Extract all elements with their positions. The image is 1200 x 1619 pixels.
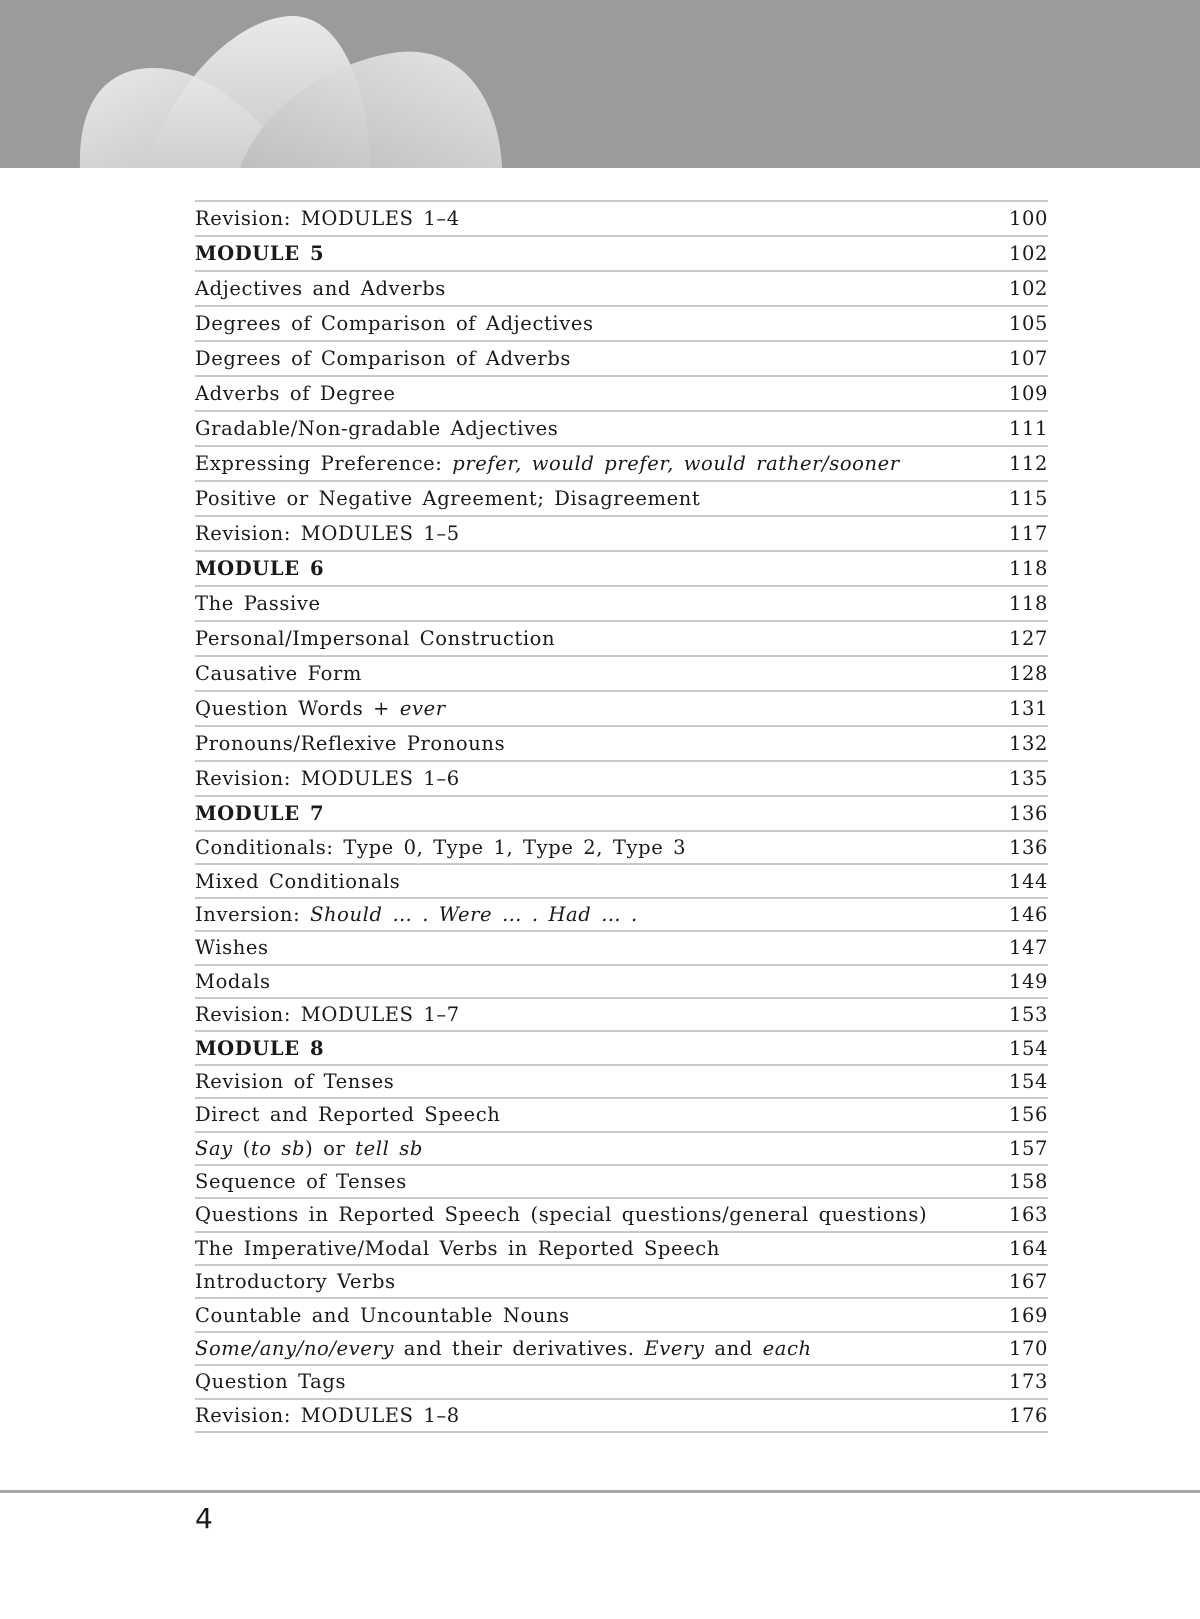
toc-entry-title: The Imperative/Modal Verbs in Reported Speech bbox=[195, 1236, 720, 1260]
toc-entry bbox=[195, 1133, 1048, 1166]
toc-entry-title: Questions in Reported Speech (special questions/general questions) bbox=[195, 1203, 928, 1227]
toc-entry bbox=[195, 832, 1048, 865]
toc-entry bbox=[195, 482, 1048, 517]
italic-text: to sb bbox=[250, 1136, 306, 1160]
footer-divider bbox=[0, 1490, 1200, 1493]
text: and bbox=[704, 1337, 763, 1361]
toc-entry bbox=[195, 966, 1048, 999]
toc-entry bbox=[195, 1233, 1048, 1266]
toc-page-number: 149 bbox=[1008, 969, 1048, 993]
toc-entry-title: Revision of Tenses bbox=[195, 1069, 395, 1093]
toc-page-number: 173 bbox=[1008, 1370, 1048, 1394]
toc-entry bbox=[195, 865, 1048, 898]
toc-entry-title bbox=[195, 697, 446, 720]
toc-page-number: 135 bbox=[1008, 767, 1048, 790]
toc-entry-title: Revision: MODULES 1–5 bbox=[195, 522, 460, 545]
toc-entry-title: MODULE 8 bbox=[195, 1036, 325, 1060]
toc-page-number: 157 bbox=[1008, 1136, 1048, 1160]
text: Inversion: bbox=[195, 902, 311, 926]
toc-page-number: 117 bbox=[1008, 522, 1048, 545]
toc-page-number: 127 bbox=[1008, 627, 1048, 650]
toc-entry bbox=[195, 1199, 1048, 1232]
toc-module-heading bbox=[195, 1032, 1048, 1065]
toc-page-number: 102 bbox=[1008, 242, 1048, 265]
header-band bbox=[0, 0, 1200, 168]
toc-entry bbox=[195, 447, 1048, 482]
toc-page-number: 102 bbox=[1008, 277, 1048, 300]
toc-page-number: 136 bbox=[1008, 802, 1048, 825]
toc-page-number: 158 bbox=[1008, 1170, 1048, 1194]
toc-entry-title bbox=[195, 903, 638, 926]
toc-page-number: 154 bbox=[1008, 1069, 1048, 1093]
text: ) or bbox=[305, 1136, 356, 1160]
toc-entry bbox=[195, 1066, 1048, 1099]
toc-entry-title bbox=[195, 452, 900, 475]
toc-entry-title: Adverbs of Degree bbox=[195, 382, 396, 405]
toc-entry bbox=[195, 692, 1048, 727]
toc-page-number: 169 bbox=[1008, 1303, 1048, 1327]
toc-page-number: 107 bbox=[1008, 347, 1048, 370]
italic-text: Should … . Were … . Had … . bbox=[310, 902, 638, 926]
toc-entry-title: Revision: MODULES 1–6 bbox=[195, 767, 460, 790]
italic-text: Say bbox=[195, 1136, 233, 1160]
toc-page-number: 154 bbox=[1008, 1036, 1048, 1060]
text: and their derivatives. bbox=[393, 1337, 645, 1361]
toc-entry-title: Question Tags bbox=[195, 1370, 347, 1394]
toc-entry-title: MODULE 7 bbox=[195, 802, 325, 825]
text: Expressing Preference: bbox=[195, 452, 453, 475]
petal-decoration-icon bbox=[0, 0, 520, 168]
toc-entry-title: Revision: MODULES 1–4 bbox=[195, 207, 460, 230]
toc-page-number: 112 bbox=[1008, 452, 1048, 475]
toc-entry bbox=[195, 657, 1048, 692]
toc-entry-title: Pronouns/Reflexive Pronouns bbox=[195, 732, 506, 755]
toc-entry bbox=[195, 899, 1048, 932]
toc-entry-title: MODULE 5 bbox=[195, 242, 325, 265]
toc-entry-title: Conditionals: Type 0, Type 1, Type 2, Type 3 bbox=[195, 836, 687, 860]
toc-entry-title: Adjectives and Adverbs bbox=[195, 277, 446, 300]
italic-text: ever bbox=[399, 697, 446, 720]
toc-entry bbox=[195, 1333, 1048, 1366]
toc-entry bbox=[195, 622, 1048, 657]
toc-entry bbox=[195, 587, 1048, 622]
toc-page-number: 163 bbox=[1008, 1203, 1048, 1227]
toc-entry bbox=[195, 412, 1048, 447]
toc-page-number: 118 bbox=[1008, 592, 1048, 615]
toc-entry-title: Revision: MODULES 1–8 bbox=[195, 1403, 460, 1427]
toc-entry-title: Gradable/Non-gradable Adjectives bbox=[195, 417, 559, 440]
toc-entry bbox=[195, 932, 1048, 965]
toc-entry-title: Personal/Impersonal Construction bbox=[195, 627, 556, 650]
toc-page-number: 146 bbox=[1008, 902, 1048, 926]
toc-page-number: 136 bbox=[1008, 836, 1048, 860]
italic-text: tell sb bbox=[355, 1136, 423, 1160]
toc-page-number: 132 bbox=[1008, 732, 1048, 755]
toc-entry-title bbox=[195, 1337, 812, 1360]
toc-entry-title bbox=[195, 1137, 423, 1160]
toc-page-number: 100 bbox=[1008, 207, 1048, 230]
toc-entry-title: Wishes bbox=[195, 936, 269, 960]
toc-page-number: 105 bbox=[1008, 312, 1048, 335]
toc-entry-title: The Passive bbox=[195, 592, 321, 615]
toc-entry bbox=[195, 999, 1048, 1032]
italic-text: prefer, would prefer, would rather/sooner bbox=[452, 452, 900, 475]
toc-entry-title: Direct and Reported Speech bbox=[195, 1103, 501, 1127]
toc-entry bbox=[195, 377, 1048, 412]
toc-page-number: 118 bbox=[1008, 557, 1048, 580]
toc-entry bbox=[195, 272, 1048, 307]
toc-page-number: 131 bbox=[1008, 697, 1048, 720]
toc-entry-title: Sequence of Tenses bbox=[195, 1170, 407, 1194]
toc-entry-title: Causative Form bbox=[195, 662, 362, 685]
toc-page-number: 156 bbox=[1008, 1103, 1048, 1127]
toc-entry-title: Introductory Verbs bbox=[195, 1270, 396, 1294]
toc-entry bbox=[195, 1400, 1048, 1433]
toc-entry bbox=[195, 1166, 1048, 1199]
toc-page-number: 128 bbox=[1008, 662, 1048, 685]
italic-text: Every bbox=[644, 1337, 705, 1361]
toc-entry-title: Countable and Uncountable Nouns bbox=[195, 1303, 570, 1327]
toc-page-number: 111 bbox=[1008, 417, 1048, 440]
toc-entry bbox=[195, 517, 1048, 552]
toc-page-number: 167 bbox=[1008, 1270, 1048, 1294]
toc-module-heading bbox=[195, 797, 1048, 832]
table-of-contents bbox=[195, 200, 1048, 1433]
toc-page-number: 164 bbox=[1008, 1236, 1048, 1260]
toc-page-number: 153 bbox=[1008, 1003, 1048, 1027]
toc-entry-title: Revision: MODULES 1–7 bbox=[195, 1003, 460, 1027]
italic-text: Some/any/no/every bbox=[195, 1337, 394, 1361]
text: Question Words + bbox=[195, 697, 400, 720]
toc-entry bbox=[195, 202, 1048, 237]
toc-page-number: 170 bbox=[1008, 1337, 1048, 1361]
toc-entry bbox=[195, 1099, 1048, 1132]
toc-entry-title: Positive or Negative Agreement; Disagreement bbox=[195, 487, 701, 510]
toc-module-heading bbox=[195, 237, 1048, 272]
toc-entry bbox=[195, 1366, 1048, 1399]
toc-entry bbox=[195, 762, 1048, 797]
toc-entry bbox=[195, 1299, 1048, 1332]
toc-entry bbox=[195, 1266, 1048, 1299]
toc-entry-title: Degrees of Comparison of Adjectives bbox=[195, 312, 594, 335]
text: ( bbox=[232, 1136, 251, 1160]
toc-entry bbox=[195, 342, 1048, 377]
toc-entry-title: Modals bbox=[195, 969, 271, 993]
toc-entry-title: Mixed Conditionals bbox=[195, 869, 401, 893]
toc-page-number: 144 bbox=[1008, 869, 1048, 893]
toc-entry bbox=[195, 727, 1048, 762]
toc-entry-title: Degrees of Comparison of Adverbs bbox=[195, 347, 572, 370]
toc-entry bbox=[195, 307, 1048, 342]
toc-entry-title: MODULE 6 bbox=[195, 557, 325, 580]
italic-text: each bbox=[762, 1337, 812, 1361]
toc-page-number: 176 bbox=[1008, 1403, 1048, 1427]
toc-module-heading bbox=[195, 552, 1048, 587]
toc-page-number: 109 bbox=[1008, 382, 1048, 405]
page-number: 4 bbox=[195, 1502, 213, 1535]
toc-page-number: 147 bbox=[1008, 936, 1048, 960]
toc-page-number: 115 bbox=[1008, 487, 1048, 510]
